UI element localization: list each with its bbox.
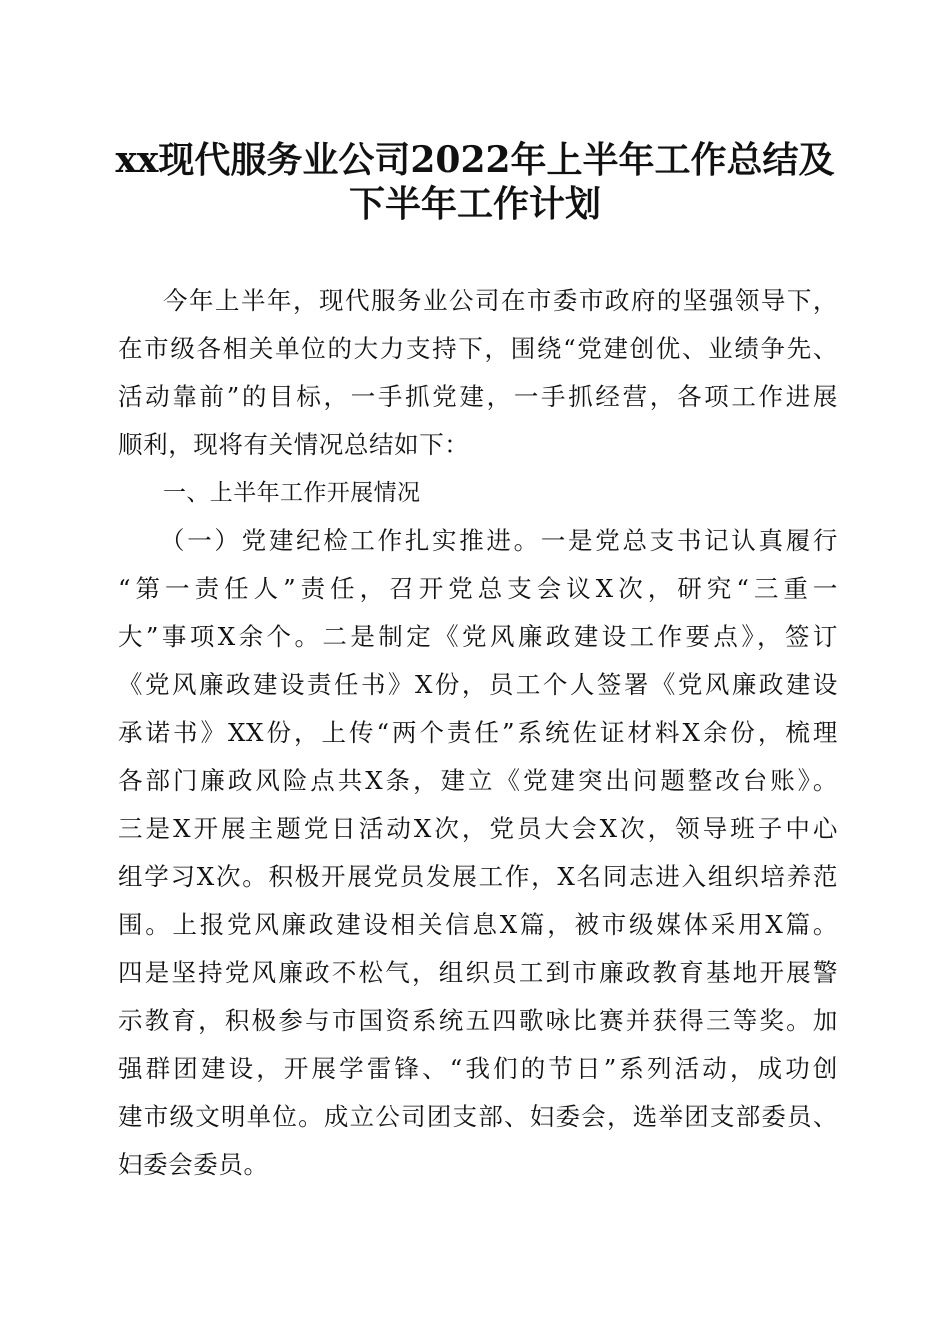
intro-line: 在市级各相关单位的大力支持下，围绕“党建创优、业绩争先、 bbox=[118, 334, 838, 363]
subsection-line: 示教育，积极参与市国资系统五四歌咏比赛并获得三等奖。加 bbox=[118, 1006, 838, 1035]
subsection-line: 建市级文明单位。成立公司团支部、妇委会，选举团支部委员、 bbox=[118, 1102, 838, 1131]
subsection-line: 三是X开展主题党日活动X次，党员大会X次，领导班子中心 bbox=[118, 814, 838, 843]
intro-line: 顺利，现将有关情况总结如下： bbox=[118, 430, 470, 459]
subsection-line: 承诺书》XX份，上传“两个责任”系统佐证材料X余份，梳理 bbox=[118, 718, 838, 747]
subsection-line: 四是坚持党风廉政不松气，组织员工到市廉政教育基地开展警 bbox=[118, 958, 838, 987]
title-line-2: 下半年工作计划 bbox=[348, 183, 601, 225]
subsection-line: 《党风廉政建设责任书》X份，员工个人签署《党风廉政建设 bbox=[118, 670, 838, 699]
subsection-line: 围。上报党风廉政建设相关信息X篇，被市级媒体采用X篇。 bbox=[118, 910, 838, 939]
subsection-line: 强群团建设，开展学雷锋、“我们的节日”系列活动，成功创 bbox=[118, 1054, 838, 1083]
subsection-line: 大”事项X余个。二是制定《党风廉政建设工作要点》，签订 bbox=[118, 622, 838, 651]
subsection-line: 各部门廉政风险点共X条，建立《党建突出问题整改台账》。 bbox=[118, 766, 838, 795]
document-title bbox=[0, 138, 950, 226]
intro-line: 今年上半年，现代服务业公司在市委市政府的坚强领导下， bbox=[163, 286, 838, 315]
title-line-1: xx现代服务业公司2022年上半年工作总结及 bbox=[115, 139, 835, 181]
subsection-line: 组学习X次。积极开展党员发展工作，X名同志进入组织培养范 bbox=[118, 862, 838, 891]
document-body bbox=[118, 277, 838, 1189]
subsection-line: （一）党建纪检工作扎实推进。一是党总支书记认真履行 bbox=[160, 526, 838, 555]
intro-line: 活动靠前”的目标，一手抓党建，一手抓经营，各项工作进展 bbox=[118, 382, 838, 411]
subsection-line: “第一责任人”责任，召开党总支会议X次，研究“三重一 bbox=[118, 574, 838, 603]
section-heading: 一、上半年工作开展情况 bbox=[163, 480, 421, 506]
subsection-line: 妇委会委员。 bbox=[118, 1150, 269, 1179]
